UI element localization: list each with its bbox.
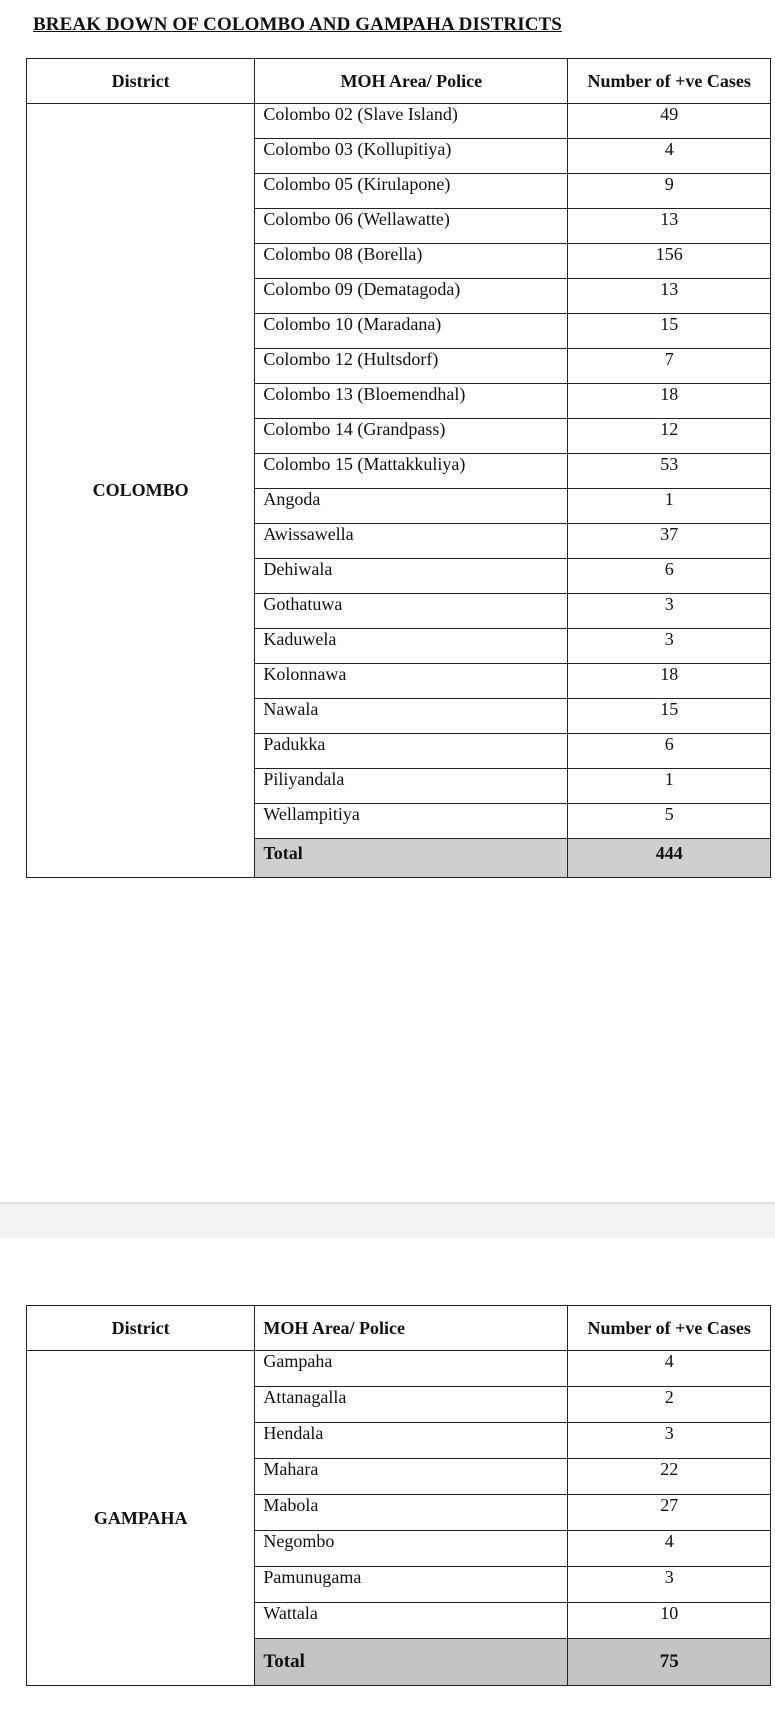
- cases-cell: 49: [568, 104, 771, 139]
- cases-cell: 3: [568, 594, 771, 629]
- moh-area-cell: Colombo 12 (Hultsdorf): [255, 349, 568, 384]
- cases-cell: 4: [568, 1531, 771, 1567]
- moh-area-cell: Gothatuwa: [255, 594, 568, 629]
- cases-cell: 15: [568, 699, 771, 734]
- cases-cell: 6: [568, 559, 771, 594]
- moh-area-cell: Kaduwela: [255, 629, 568, 664]
- table-header-row: [27, 59, 771, 104]
- moh-area-cell: Pamunugama: [255, 1567, 568, 1603]
- cases-cell: 1: [568, 489, 771, 524]
- cases-cell: 12: [568, 419, 771, 454]
- header-moh-area: MOH Area/ Police: [255, 59, 568, 104]
- moh-area-cell: Gampaha: [255, 1351, 568, 1387]
- cases-cell: 27: [568, 1495, 771, 1531]
- moh-area-cell: Padukka: [255, 734, 568, 769]
- moh-area-cell: Negombo: [255, 1531, 568, 1567]
- cases-cell: 3: [568, 629, 771, 664]
- header-district: District: [27, 1306, 255, 1351]
- cases-cell: 15: [568, 314, 771, 349]
- header-district: District: [27, 59, 255, 104]
- cases-cell: 18: [568, 664, 771, 699]
- moh-area-cell: Kolonnawa: [255, 664, 568, 699]
- cases-cell: 22: [568, 1459, 771, 1495]
- district-name: COLOMBO: [27, 104, 255, 878]
- cases-cell: 13: [568, 279, 771, 314]
- header-moh-area: MOH Area/ Police: [255, 1306, 568, 1351]
- moh-area-cell: Awissawella: [255, 524, 568, 559]
- cases-cell: 156: [568, 244, 771, 279]
- cases-cell: 1: [568, 769, 771, 804]
- page-divider: [0, 1202, 775, 1238]
- moh-area-cell: Mabola: [255, 1495, 568, 1531]
- cases-cell: 2: [568, 1387, 771, 1423]
- cases-cell: 10: [568, 1603, 771, 1639]
- moh-area-cell: Piliyandala: [255, 769, 568, 804]
- moh-area-cell: Colombo 06 (Wellawatte): [255, 209, 568, 244]
- moh-area-cell: Colombo 02 (Slave Island): [255, 104, 568, 139]
- cases-cell: 9: [568, 174, 771, 209]
- moh-area-cell: Wellampitiya: [255, 804, 568, 839]
- cases-cell: 6: [568, 734, 771, 769]
- moh-area-cell: Colombo 10 (Maradana): [255, 314, 568, 349]
- moh-area-cell: Mahara: [255, 1459, 568, 1495]
- moh-area-cell: Colombo 08 (Borella): [255, 244, 568, 279]
- total-label: Total: [255, 839, 568, 878]
- cases-cell: 4: [568, 1351, 771, 1387]
- cases-cell: 4: [568, 139, 771, 174]
- page-title: BREAK DOWN OF COLOMBO AND GAMPAHA DISTRICTS: [33, 14, 562, 35]
- total-value: 444: [568, 839, 771, 878]
- cases-cell: 3: [568, 1567, 771, 1603]
- cases-cell: 37: [568, 524, 771, 559]
- total-value: 75: [568, 1639, 771, 1686]
- moh-area-cell: Colombo 15 (Mattakkuliya): [255, 454, 568, 489]
- district-name: GAMPAHA: [27, 1351, 255, 1686]
- moh-area-cell: Colombo 03 (Kollupitiya): [255, 139, 568, 174]
- table-header-row: [27, 1306, 771, 1351]
- cases-cell: 53: [568, 454, 771, 489]
- gampaha-table: [26, 1305, 771, 1686]
- moh-area-cell: Dehiwala: [255, 559, 568, 594]
- header-cases: Number of +ve Cases: [568, 59, 771, 104]
- moh-area-cell: Wattala: [255, 1603, 568, 1639]
- cases-cell: 3: [568, 1423, 771, 1459]
- moh-area-cell: Colombo 09 (Dematagoda): [255, 279, 568, 314]
- moh-area-cell: Colombo 13 (Bloemendhal): [255, 384, 568, 419]
- moh-area-cell: Nawala: [255, 699, 568, 734]
- colombo-table: [26, 58, 771, 878]
- cases-cell: 18: [568, 384, 771, 419]
- moh-area-cell: Hendala: [255, 1423, 568, 1459]
- moh-area-cell: Colombo 14 (Grandpass): [255, 419, 568, 454]
- cases-cell: 7: [568, 349, 771, 384]
- cases-cell: 5: [568, 804, 771, 839]
- header-cases: Number of +ve Cases: [568, 1306, 771, 1351]
- cases-cell: 13: [568, 209, 771, 244]
- table-row: [27, 104, 771, 139]
- total-label: Total: [255, 1639, 568, 1686]
- table-row: [27, 1351, 771, 1387]
- moh-area-cell: Attanagalla: [255, 1387, 568, 1423]
- moh-area-cell: Colombo 05 (Kirulapone): [255, 174, 568, 209]
- moh-area-cell: Angoda: [255, 489, 568, 524]
